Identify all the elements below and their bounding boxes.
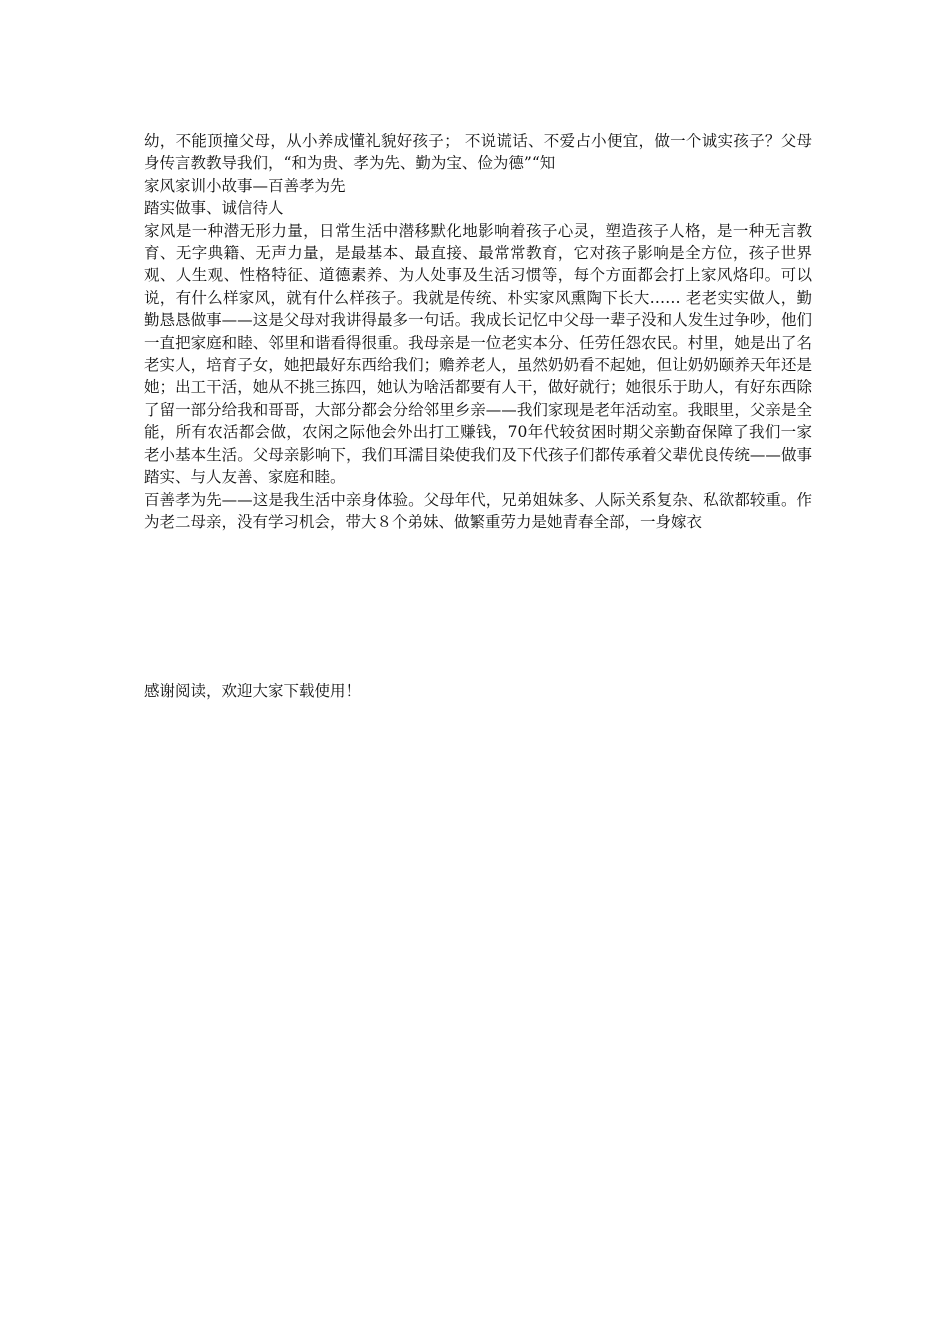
story-title: 家风家训小故事—百善孝为先 <box>144 176 346 195</box>
closing-note: 感谢阅读，欢迎大家下载使用！ <box>144 682 362 700</box>
paragraph-family-style: 家风是一种潜无形力量，日常生活中潜移默化地影响着孩子心灵，塑造孩子人格，是一种无言教育、无字典籍、无声力量，是最基本、最直接、最常常教育，它对孩子影响是全方位，孩子世界观、人生观、性格特征、道德素养、为人处事及生活习惯等，每个方面都会打上家风烙印。可以说，有什么样家风，就有什么样孩子。我就是传统、朴实家风熏陶下长大…… 老老实实做人，勤勤恳恳做事——这是父母对我讲得最多一句话。我成长记忆中父母一辈子没和人发生过争吵，他们一直把家庭和睦、邻里和谐看得很重。我母亲是一位老实本分、任劳任怨农民。村里，她是出了名老实人，培育子女，她把最好东西给我们；赡养老人，虽然奶奶看不起她，但让奶奶颐养天年还是她；出工干活，她从不挑三拣四，她认为啥活都要有人干，做好就行；她很乐于助人，有好东西除了留一部分给我和哥哥，大部分都会分给邻里乡亲——我们家现是老年活动室。我眼里，父亲是全能，所有农活都会做，农闲之际他会外出打工赚钱，70年代较贫困时期父亲勤奋保障了我们一家老小基本生活。父母亲影响下，我们耳濡目染使我们及下代孩子们都传承着父辈优良传统——做事踏实、与人友善、家庭和睦。 <box>144 221 812 487</box>
section-heading: 踏实做事、诚信待人 <box>144 199 284 218</box>
paragraph-filial-piety: 百善孝为先——这是我生活中亲身体验。父母年代，兄弟姐妹多、人际关系复杂、私欲都较重。作为老二母亲，没有学习机会，带大８个弟妹、做繁重劳力是她青春全部，一身嫁衣 <box>144 490 812 531</box>
document-body <box>144 130 812 533</box>
paragraph-intro: 幼，不能顶撞父母，从小养成懂礼貌好孩子； 不说谎话、不爱占小便宜，做一个诚实孩子？父母身传言教教导我们，“和为贵、孝为先、勤为宝、俭为德”“知 <box>144 132 812 173</box>
